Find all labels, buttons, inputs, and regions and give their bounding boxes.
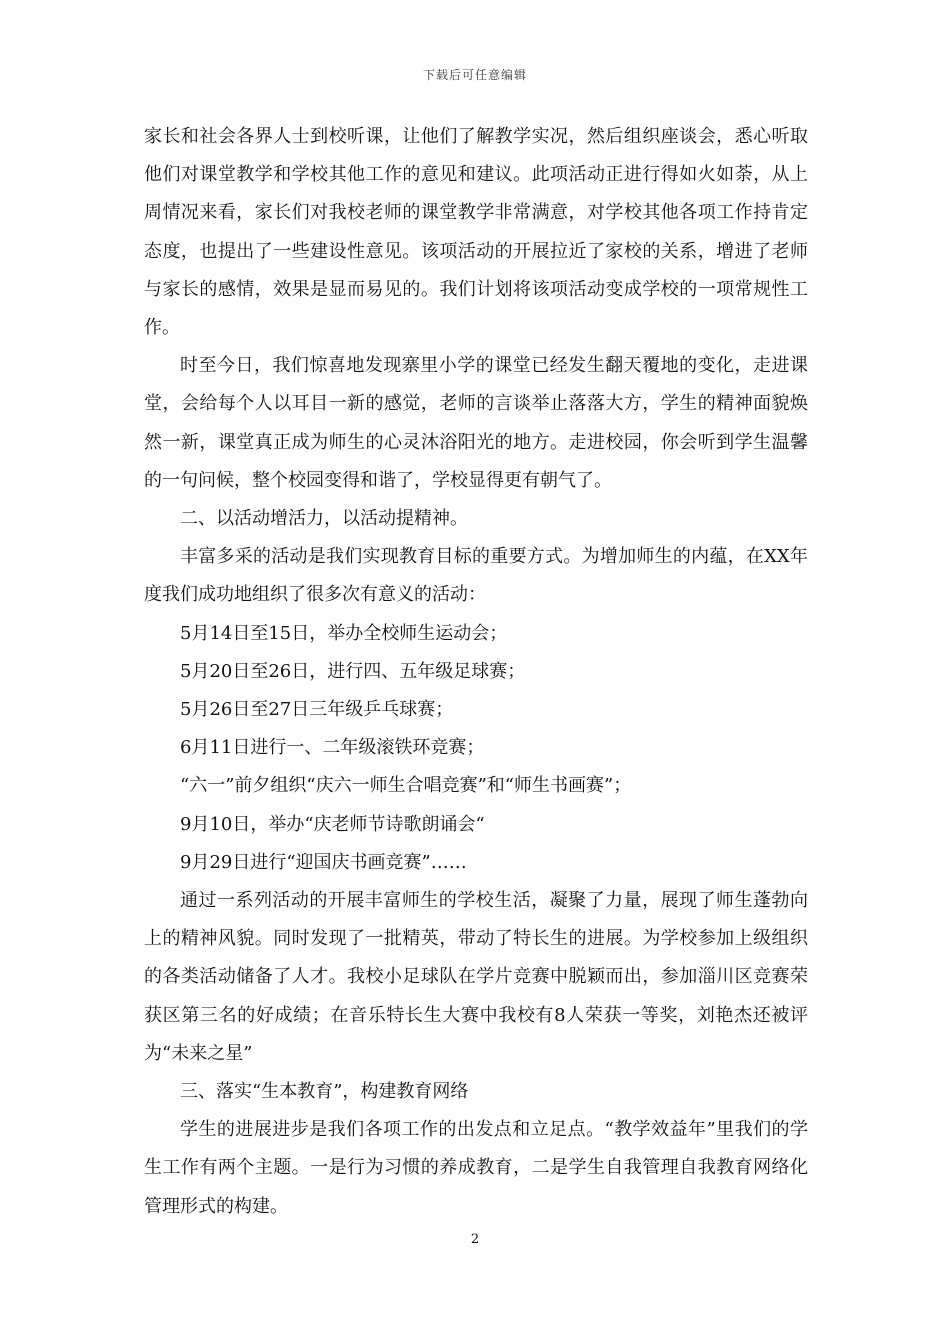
page-number: 2 [470,1232,480,1247]
section-heading: 二、以活动增活力，以活动提精神。 [180,508,468,530]
page-header: 下载后可任意编辑 [422,68,527,82]
paragraph: 家长和社会各界人士到校听课，让他们了解教学实况，然后组织座谈会，悉心听取他们对课堂教学和学校其他工作的意见和建议。此项活动正进行得如火如荼，从上周情况来看，家长们对我校老师的课堂教学非常满意，对学校其他各项工作持肯定态度，也提出了一些建设性意见。该项活动的开展拉近了家校的关系，增进了老师与家长的感情，效果是显而易见的。我们计划将该项活动变成学校的一项常规性工作。 [144,126,808,339]
list-item: 5月26日至27日三年级乒乓球赛； [180,699,454,721]
paragraph: 通过一系列活动的开展丰富师生的学校生活，凝聚了力量，展现了师生蓬勃向上的精神风貌。同时发现了一批精英，带动了特长生的进展。为学校参加上级组织的各类活动储备了人才。我校小足球队在学片竞赛中脱颖而出，参加淄川区竞赛荣获区第三名的好成绩；在音乐特长生大赛中我校有8人荣获一等奖，刘艳杰还被评为“未来之星” [144,890,808,1064]
paragraph: 学生的进展进步是我们各项工作的出发点和立足点。“教学效益年”里我们的学生工作有两个主题。一是行为习惯的养成教育，二是学生自我管理自我教育网络化管理形式的构建。 [144,1119,808,1217]
document-body [144,118,808,1226]
list-item: 6月11日进行一、二年级滚铁环竞赛； [180,737,485,759]
paragraph: 时至今日，我们惊喜地发现寨里小学的课堂已经发生翻天覆地的变化，走进课堂，会给每个人以耳目一新的感觉，老师的言谈举止落落大方，学生的精神面貌焕然一新，课堂真正成为师生的心灵沐浴阳光的地方。走进校园，你会听到学生温馨的一句问候，整个校园变得和谐了，学校显得更有朝气了。 [144,355,808,491]
list-item: 5月14日至15日，举办全校师生运动会； [180,622,508,644]
paragraph: 丰富多采的活动是我们实现教育目标的重要方式。为增加师生的内蕴，在XX年度我们成功地组织了很多次有意义的活动： [144,546,808,606]
list-item: 9月10日，举办“庆老师节诗歌朗诵会“ [180,813,485,835]
list-item: 9月29日进行“迎国庆书画竞赛”…… [180,851,467,873]
section-heading: 三、落实“生本教育”，构建教育网络 [180,1081,469,1103]
list-item: “六一”前夕组织“庆六一师生合唱竞赛”和“师生书画赛”； [180,775,632,797]
list-item: 5月20日至26日，进行四、五年级足球赛； [180,660,526,682]
